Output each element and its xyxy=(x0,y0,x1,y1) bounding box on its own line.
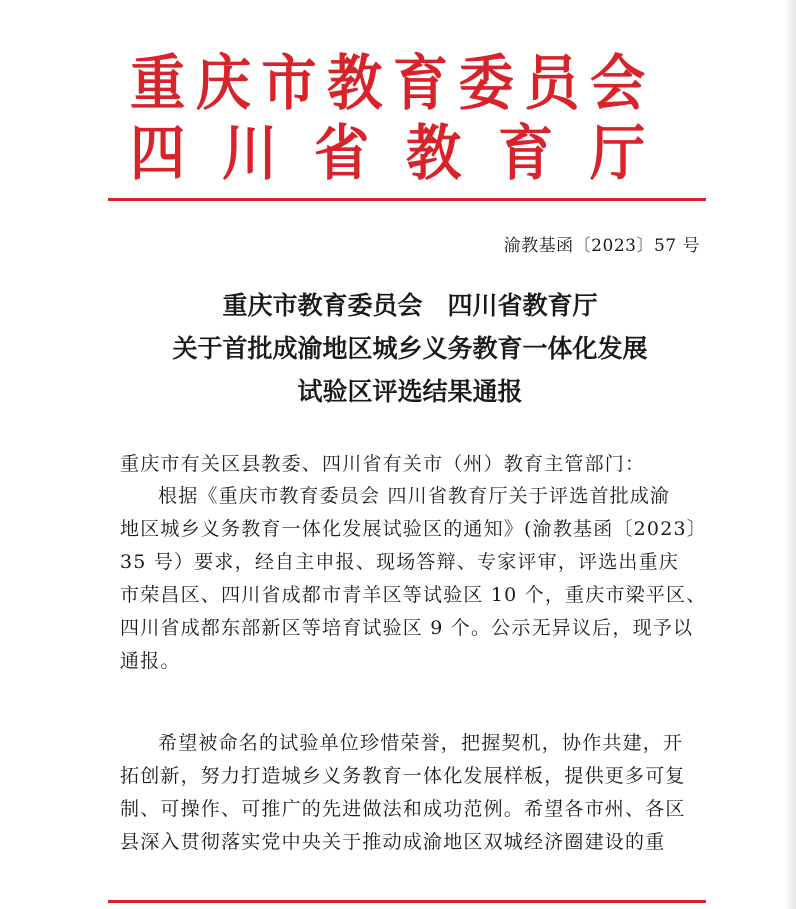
masthead-char: 庆 xyxy=(195,49,251,119)
masthead-chongqing xyxy=(130,49,646,119)
paragraph-line: 地区城乡义务教育一体化发展试验区的通知》(渝教基函〔2023〕 xyxy=(120,518,707,540)
masthead-sichuan xyxy=(130,119,646,189)
paragraph-line: 制、可操作、可推广的先进做法和成功范例。希望各市州、各区 xyxy=(120,798,686,820)
paragraph-line: 市荣昌区、四川省成都市青羊区等试验区 10 个，重庆市梁平区、 xyxy=(120,584,707,606)
paragraph-line: 四川省成都东部新区等培育试验区 9 个。公示无异议后，现予以 xyxy=(120,617,694,639)
salutation-line: 重庆市有关区县教委、四川省有关市（州）教育主管部门： xyxy=(120,453,646,475)
document-number: 渝教基函〔2023〕57 号 xyxy=(503,236,700,256)
document-title xyxy=(100,284,720,413)
masthead-char: 重 xyxy=(130,49,186,119)
masthead-char: 委 xyxy=(458,49,514,119)
paragraph-line: 拓创新，努力打造城乡义务教育一体化发展样板，提供更多可复 xyxy=(120,765,686,787)
title-line: 重庆市教育委员会 四川省教育厅 xyxy=(222,291,598,320)
masthead-char: 教 xyxy=(406,119,462,189)
masthead-char: 员 xyxy=(524,49,580,119)
paragraph-line: 35 号）要求，经自主申报、现场答辩、专家评审，评选出重庆 xyxy=(120,551,680,573)
salutation xyxy=(120,448,710,481)
title-line: 试验区评选结果通报 xyxy=(297,377,523,406)
paragraph-line: 希望被命名的试验单位珍惜荣誉，把握契机，协作共建，开 xyxy=(158,732,684,754)
masthead-char: 会 xyxy=(589,49,646,119)
paragraph-2 xyxy=(120,727,710,859)
masthead-char: 厅 xyxy=(590,119,646,189)
masthead-char: 育 xyxy=(498,119,554,189)
red-footer-rule xyxy=(108,900,706,903)
red-header-rule xyxy=(108,198,706,201)
paragraph-line: 县深入贯彻落实党中央关于推动成渝地区双城经济圈建设的重 xyxy=(120,831,666,853)
page-edge-shadow xyxy=(784,0,796,909)
masthead-char: 省 xyxy=(314,119,370,189)
masthead-char: 市 xyxy=(261,49,317,119)
paragraph-1 xyxy=(120,480,710,678)
paragraph-line: 根据《重庆市教育委员会 四川省教育厅关于评选首批成渝 xyxy=(158,485,671,507)
paragraph-line: 通报。 xyxy=(120,650,181,672)
masthead-char: 川 xyxy=(222,119,278,189)
masthead-char: 育 xyxy=(392,49,449,119)
title-line: 关于首批成渝地区城乡义务教育一体化发展 xyxy=(172,334,648,363)
masthead-char: 四 xyxy=(130,119,186,189)
masthead-char: 教 xyxy=(327,49,383,119)
